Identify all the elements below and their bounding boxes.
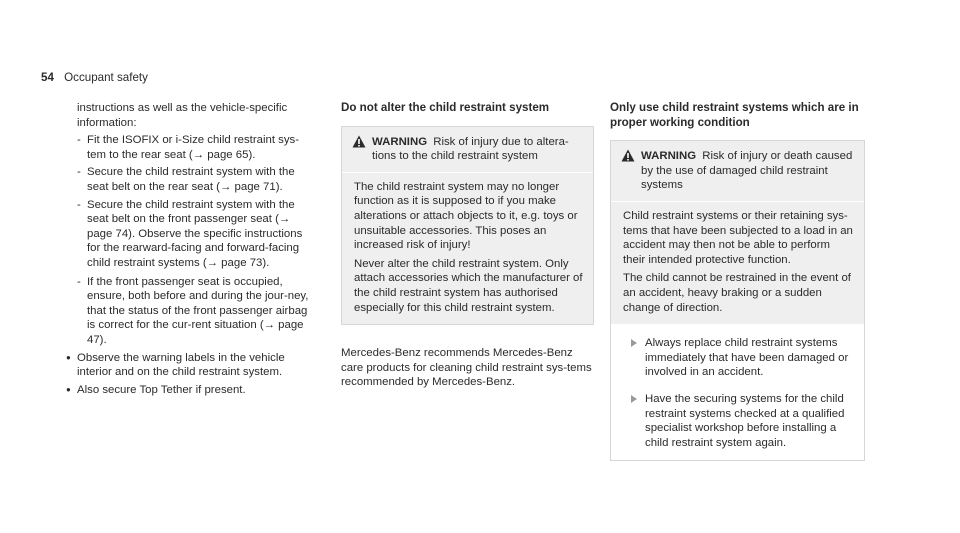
action-text: Have the securing systems for the child restraint systems checked at a qualified specialist workshop before installing a child restraint system again.	[645, 392, 845, 449]
section-heading: Do not alter the child restraint system	[341, 101, 550, 114]
dash-item: - Secure the child restraint system with the seat belt on the front passenger seat (→ page 74). Observe the specific instructions for the rearward-facing and forward-facing child restraint systems (→ page 73).	[77, 198, 309, 271]
column-middle	[341, 101, 594, 390]
bullet-item: ● Observe the warning labels in the vehicle interior and on the child restraint system.	[66, 351, 309, 380]
action-list	[611, 336, 864, 460]
action-text: Always replace child restraint systems immediately that have been damaged or involved in an accident.	[645, 337, 849, 379]
warning-label: WARNING	[641, 150, 697, 163]
arrow-right-icon	[631, 395, 637, 403]
intro-text: instructions as well as the vehicle-specific information:	[77, 102, 288, 129]
warning-paragraph: The child cannot be restrained in the event of an accident, heavy braking or a sudden change of direction.	[623, 272, 851, 314]
bullet-item: ● Also secure Top Tether if present.	[66, 383, 309, 398]
action-item	[623, 392, 854, 450]
warning-body	[342, 172, 593, 324]
warning-box	[341, 126, 594, 326]
warning-box	[610, 140, 865, 461]
arrow-right-icon	[631, 339, 637, 347]
section-heading: Only use child restraint systems which are in proper working condition	[610, 101, 859, 129]
care-note: Mercedes-Benz recommends Mercedes-Benz care products for cleaning child restraint sys-tems recommended by Mercedes-Benz.	[341, 347, 592, 389]
warning-header	[342, 127, 593, 172]
page-number: 54	[41, 71, 54, 84]
dash-note	[77, 275, 309, 348]
warning-paragraph: Child restraint systems or their retaining sys-tems that have been subjected to a load in an accident may then not be able to perform their intended protective function.	[623, 209, 853, 266]
page-header	[41, 71, 148, 86]
warning-label: WARNING	[372, 135, 428, 148]
airbag-note: If the front passenger seat is occupied, ensure, both before and during the jour-ney, that the status of the front passenger airbag is correct for the cur-rent situation (→ page 47).	[87, 275, 309, 346]
warning-paragraph: Never alter the child restraint system. Only attach accessories which the manufacturer of the child restraint system has authorised especially for this child restraint system.	[354, 257, 583, 314]
warning-body	[611, 201, 864, 324]
dash-item: - Secure the child restraint system with the seat belt on the rear seat (→ page 71).	[77, 165, 309, 194]
warning-triangle-icon	[621, 149, 635, 162]
warning-triangle-icon	[352, 135, 366, 148]
warning-text: Risk of injury or death caused by the use of damaged child restraint systems	[641, 150, 853, 192]
dash-item: - Fit the ISOFIX or i-Size child restraint sys-tem to the rear seat (→ page 65).	[77, 133, 309, 162]
section-title: Occupant safety	[64, 71, 148, 84]
column-right	[610, 101, 865, 461]
warning-paragraph: The child restraint system may no longer function as it is supposed to if you make alterations or attach objects to it, e.g. toys or unsuitable accessories. This poses an increased risk of injury!	[354, 180, 578, 252]
column-left	[77, 101, 309, 397]
warning-header	[611, 141, 864, 201]
warning-text: Risk of injury due to altera-tions to the child restraint system	[372, 135, 569, 163]
action-item	[623, 336, 854, 380]
